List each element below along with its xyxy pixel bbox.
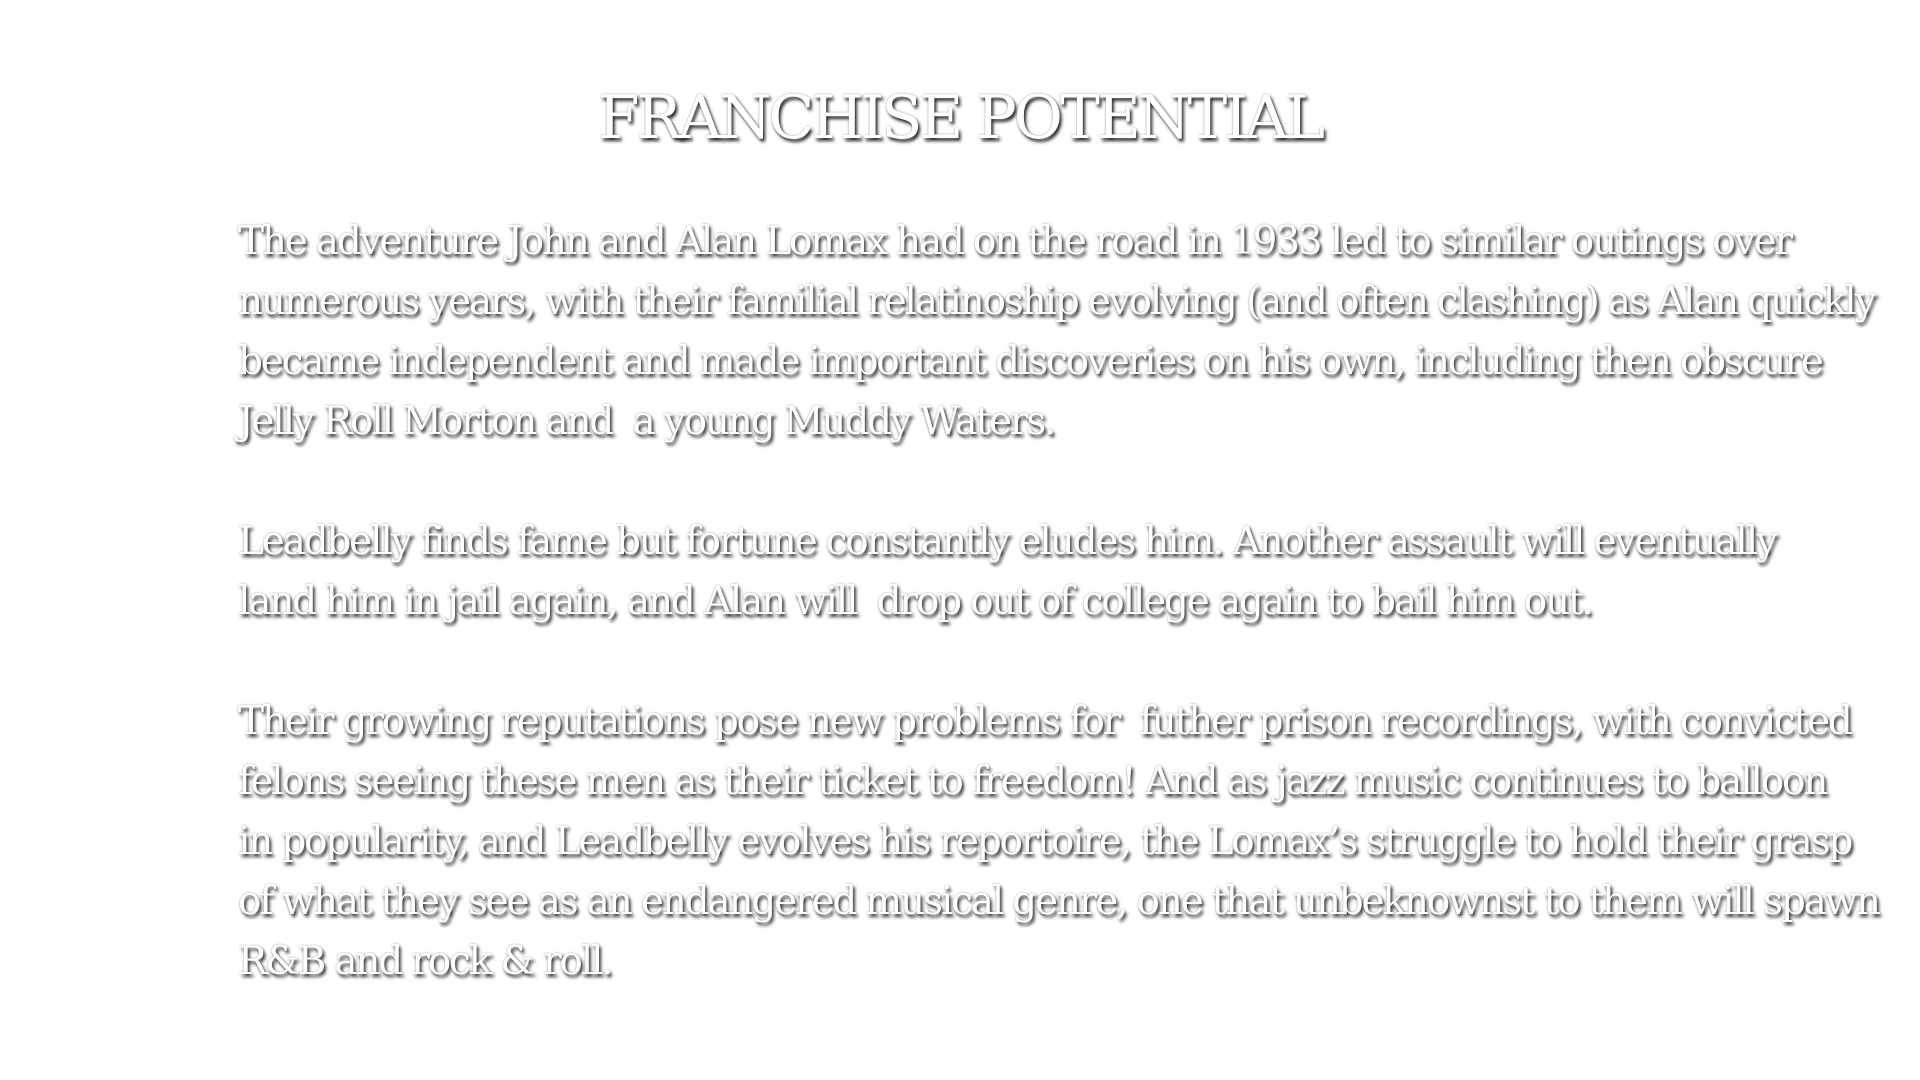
slide-title: FRANCHISE POTENTIAL (597, 83, 1323, 153)
text-line: of what they see as an endangered musical genre, one that unbeknownst to them will spawn (238, 879, 1879, 924)
text-line: R&B and rock & roll. (238, 939, 612, 984)
text-line: in popularity, and Leadbelly evolves his reportoire, the Lomax’s struggle to hold their grasp (238, 819, 1852, 864)
slide-body (238, 212, 1879, 1052)
text-line: Their growing reputations pose new problems for futher prison recordings, with convicted (238, 699, 1851, 744)
paragraph-1 (238, 212, 1875, 452)
paragraph-3 (238, 692, 1879, 992)
text-line: Jelly Roll Morton and a young Muddy Waters. (238, 399, 1055, 444)
text-line: land him in jail again, and Alan will drop out of college again to bail him out. (238, 579, 1592, 624)
text-line: felons seeing these men as their ticket to freedom! And as jazz music continues to balloon (238, 759, 1827, 804)
text-line: became independent and made important discoveries on his own, including then obscure (238, 339, 1822, 384)
text-line: Leadbelly finds fame but fortune constantly eludes him. Another assault will eventually (238, 519, 1776, 564)
paragraph-2 (238, 512, 1776, 632)
text-line: numerous years, with their familial relatinoship evolving (and often clashing) as Alan quickly (238, 279, 1875, 324)
text-line: The adventure John and Alan Lomax had on the road in 1933 led to similar outings over (238, 219, 1791, 264)
